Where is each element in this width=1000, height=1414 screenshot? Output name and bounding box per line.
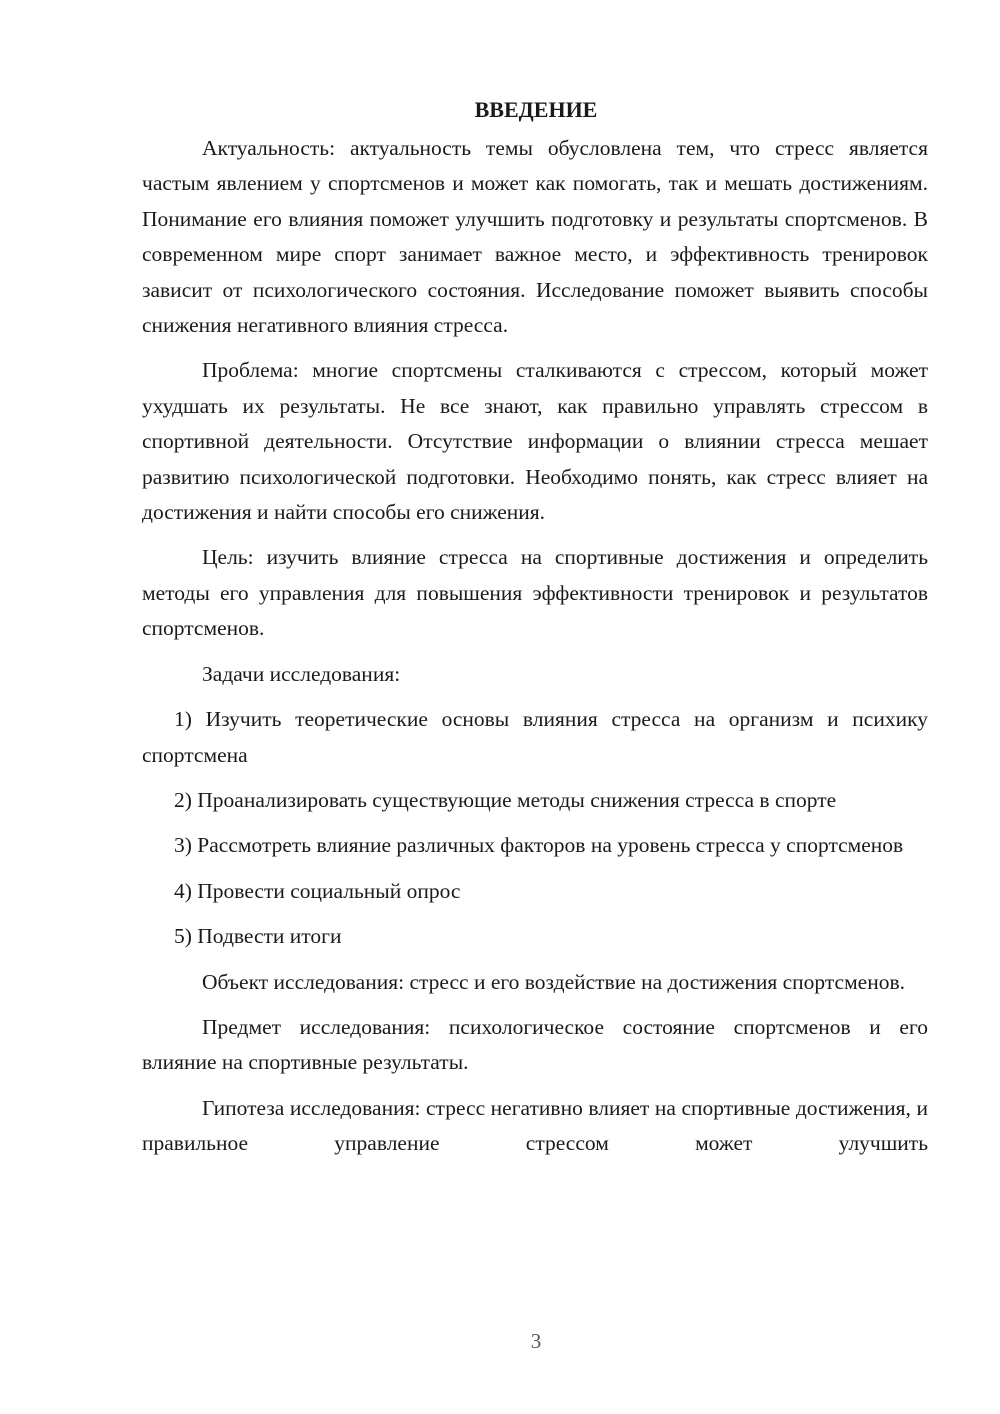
- relevance-paragraph: Актуальность: актуальность темы обусловлена тем, что стресс является частым явлением у спортсменов и может как помогать, так и мешать достижениям. Понимание его влияния поможет улучшить подготовку и результаты спортсменов. В современном мире спорт занимает важное место, и эффективность тренировок зависит от психологического состояния. Исследование поможет выявить способы снижения негативного влияния стресса.: [142, 136, 928, 338]
- task-item-1: 1) Изучить теоретические основы влияния стресса на организм и психику спортсмена: [142, 707, 928, 767]
- problem-paragraph: Проблема: многие спортсмены сталкиваются с стрессом, который может ухудшать их результаты. Не все знают, как правильно управлять стрессом в спортивной деятельности. Отсутствие информации о влиянии стресса мешает развитию психологической подготовки. Необходимо понять, как стресс влияет на достижения и найти способы его снижения.: [142, 358, 928, 525]
- tasks-title: Задачи исследования:: [202, 661, 401, 686]
- object-paragraph: Объект исследования: стресс и его воздействие на достижения спортсменов.: [202, 969, 906, 994]
- document-page: [142, 92, 928, 1162]
- goal-paragraph: Цель: изучить влияние стресса на спортивные достижения и определить методы его управления для повышения эффективности тренировок и результатов спортсменов.: [142, 545, 928, 641]
- task-item-2: 2) Проанализировать существующие методы снижения стресса в спорте: [174, 787, 837, 812]
- task-item-4: 4) Провести социальный опрос: [174, 878, 461, 903]
- task-item-5: 5) Подвести итоги: [174, 924, 342, 949]
- page-number: 3: [530, 1329, 542, 1353]
- subject-paragraph: Предмет исследования: психологическое состояние спортсменов и его влияние на спортивные результаты.: [142, 1014, 928, 1075]
- section-heading: ВВЕДЕНИЕ: [474, 97, 598, 122]
- task-item-3: 3) Рассмотреть влияние различных факторов на уровень стресса у спортсменов: [174, 833, 904, 858]
- hypothesis-paragraph: Гипотеза исследования: стресс негативно влияет на спортивные достижения, и правильное управление стрессом может улучшить: [142, 1095, 928, 1156]
